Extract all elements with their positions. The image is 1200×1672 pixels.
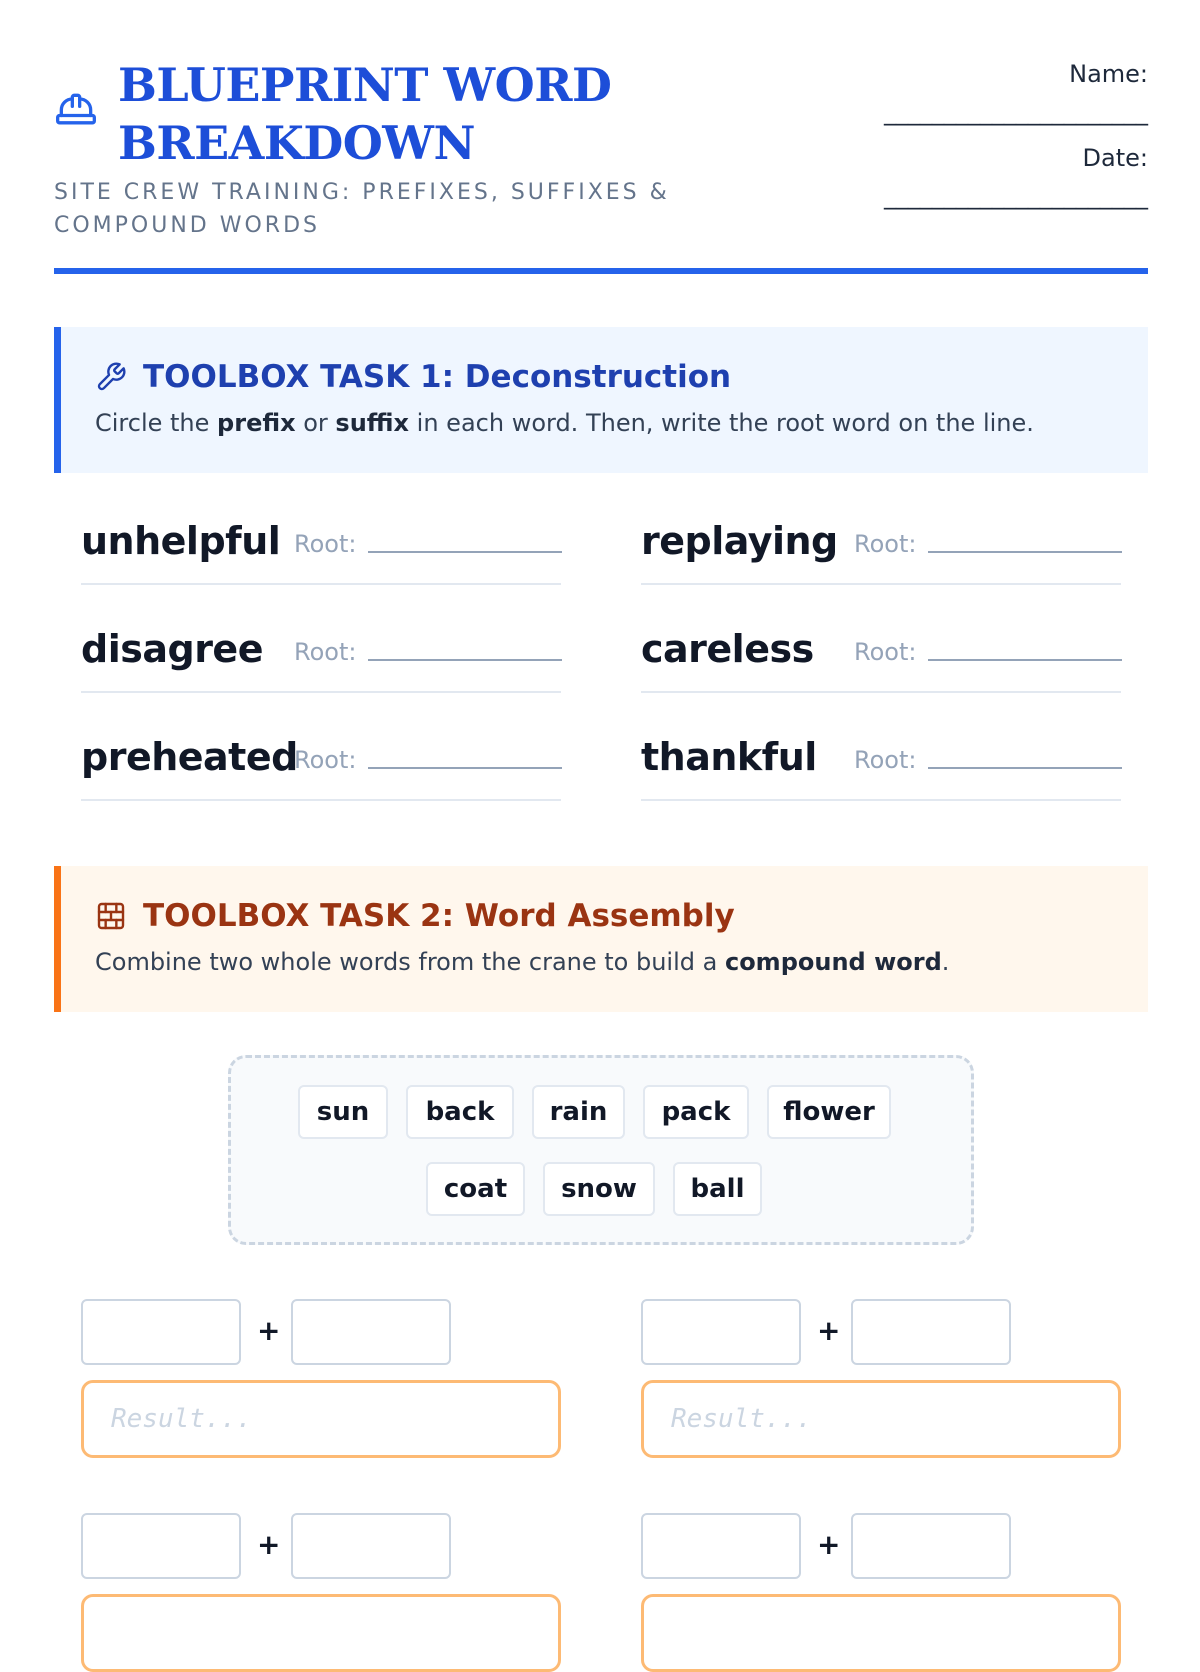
task-1-desc-text: in each word. Then, write the root word on the line. [409, 409, 1034, 437]
date-field[interactable]: ______________________ [884, 182, 1148, 210]
worksheet-header [54, 0, 1148, 274]
root-label: Root: [854, 638, 917, 666]
task-2-description [95, 944, 1114, 980]
task-1-desc-text: Circle the [95, 409, 218, 437]
word-slot-first[interactable] [641, 1299, 801, 1365]
target-word[interactable]: replaying [641, 519, 838, 563]
root-answer-line[interactable] [928, 551, 1122, 553]
task-1-description [95, 405, 1114, 441]
word-slot-second[interactable] [851, 1299, 1011, 1365]
name-field[interactable]: ______________________ [884, 98, 1148, 126]
word-row [641, 719, 1121, 801]
word-chip[interactable]: flower [767, 1085, 891, 1139]
wrench-icon [95, 361, 127, 393]
brand-block [54, 56, 714, 242]
compound-result-input[interactable] [81, 1594, 561, 1672]
target-word[interactable]: preheated [81, 735, 298, 779]
target-word[interactable]: thankful [641, 735, 817, 779]
name-date-block [884, 56, 1148, 224]
worksheet-page [54, 0, 1148, 1561]
word-slot-second[interactable] [851, 1513, 1011, 1579]
word-chip[interactable]: rain [532, 1085, 625, 1139]
word-bank [228, 1055, 974, 1245]
word-row [81, 503, 561, 585]
hard-hat-icon [54, 88, 98, 132]
task-1-desc-prefix: prefix [217, 409, 296, 437]
plus-sign: + [817, 1528, 841, 1561]
word-chip[interactable]: ball [673, 1162, 762, 1216]
task-1-desc-text: or [295, 409, 336, 437]
root-label: Root: [854, 746, 917, 774]
root-label: Root: [854, 530, 917, 558]
compound-result-input[interactable]: Result... [641, 1380, 1121, 1458]
root-label: Root: [294, 638, 357, 666]
root-answer-line[interactable] [368, 659, 562, 661]
header-divider [54, 268, 1148, 274]
word-row [81, 611, 561, 693]
root-answer-line[interactable] [368, 551, 562, 553]
page-title: BLUEPRINT WORD BREAKDOWN [118, 58, 612, 170]
compound-result-input[interactable] [641, 1594, 1121, 1672]
root-answer-line[interactable] [928, 659, 1122, 661]
word-chip[interactable]: coat [426, 1162, 525, 1216]
date-label: Date: [1082, 144, 1148, 172]
plus-sign: + [817, 1314, 841, 1347]
word-row [641, 503, 1121, 585]
word-chip[interactable]: pack [643, 1085, 749, 1139]
task-1-desc-suffix: suffix [335, 409, 410, 437]
target-word[interactable]: careless [641, 627, 814, 671]
word-row [81, 719, 561, 801]
target-word[interactable]: disagree [81, 627, 263, 671]
word-slot-first[interactable] [81, 1513, 241, 1579]
task-1-instructions [54, 327, 1148, 473]
root-label: Root: [294, 746, 357, 774]
task-1-heading [95, 355, 1114, 399]
compound-result-input[interactable]: Result... [81, 1380, 561, 1458]
word-slot-second[interactable] [291, 1513, 451, 1579]
word-row [641, 611, 1121, 693]
task-1-title: TOOLBOX TASK 1: Deconstruction [143, 359, 732, 395]
task-2-desc-text: Combine two whole words from the crane to build a [95, 948, 725, 976]
task-2-heading [95, 894, 1114, 938]
task-2-instructions [54, 866, 1148, 1012]
plus-sign: + [257, 1528, 281, 1561]
word-chip[interactable]: back [406, 1085, 514, 1139]
word-chip[interactable]: snow [543, 1162, 655, 1216]
page-subtitle: SITE CREW TRAINING: PREFIXES, SUFFIXES & COMPOUND WORDS [54, 180, 670, 238]
brick-wall-icon [95, 900, 127, 932]
plus-sign: + [257, 1314, 281, 1347]
root-answer-line[interactable] [368, 767, 562, 769]
word-slot-first[interactable] [81, 1299, 241, 1365]
word-slot-second[interactable] [291, 1299, 451, 1365]
task-2-title: TOOLBOX TASK 2: Word Assembly [143, 898, 735, 934]
task-2-desc-bold: compound word [724, 948, 942, 976]
word-chip[interactable]: sun [298, 1085, 388, 1139]
target-word[interactable]: unhelpful [81, 519, 281, 563]
task-2-desc-text: . [941, 948, 950, 976]
root-label: Root: [294, 530, 357, 558]
word-slot-first[interactable] [641, 1513, 801, 1579]
root-answer-line[interactable] [928, 767, 1122, 769]
name-label: Name: [1069, 60, 1148, 88]
